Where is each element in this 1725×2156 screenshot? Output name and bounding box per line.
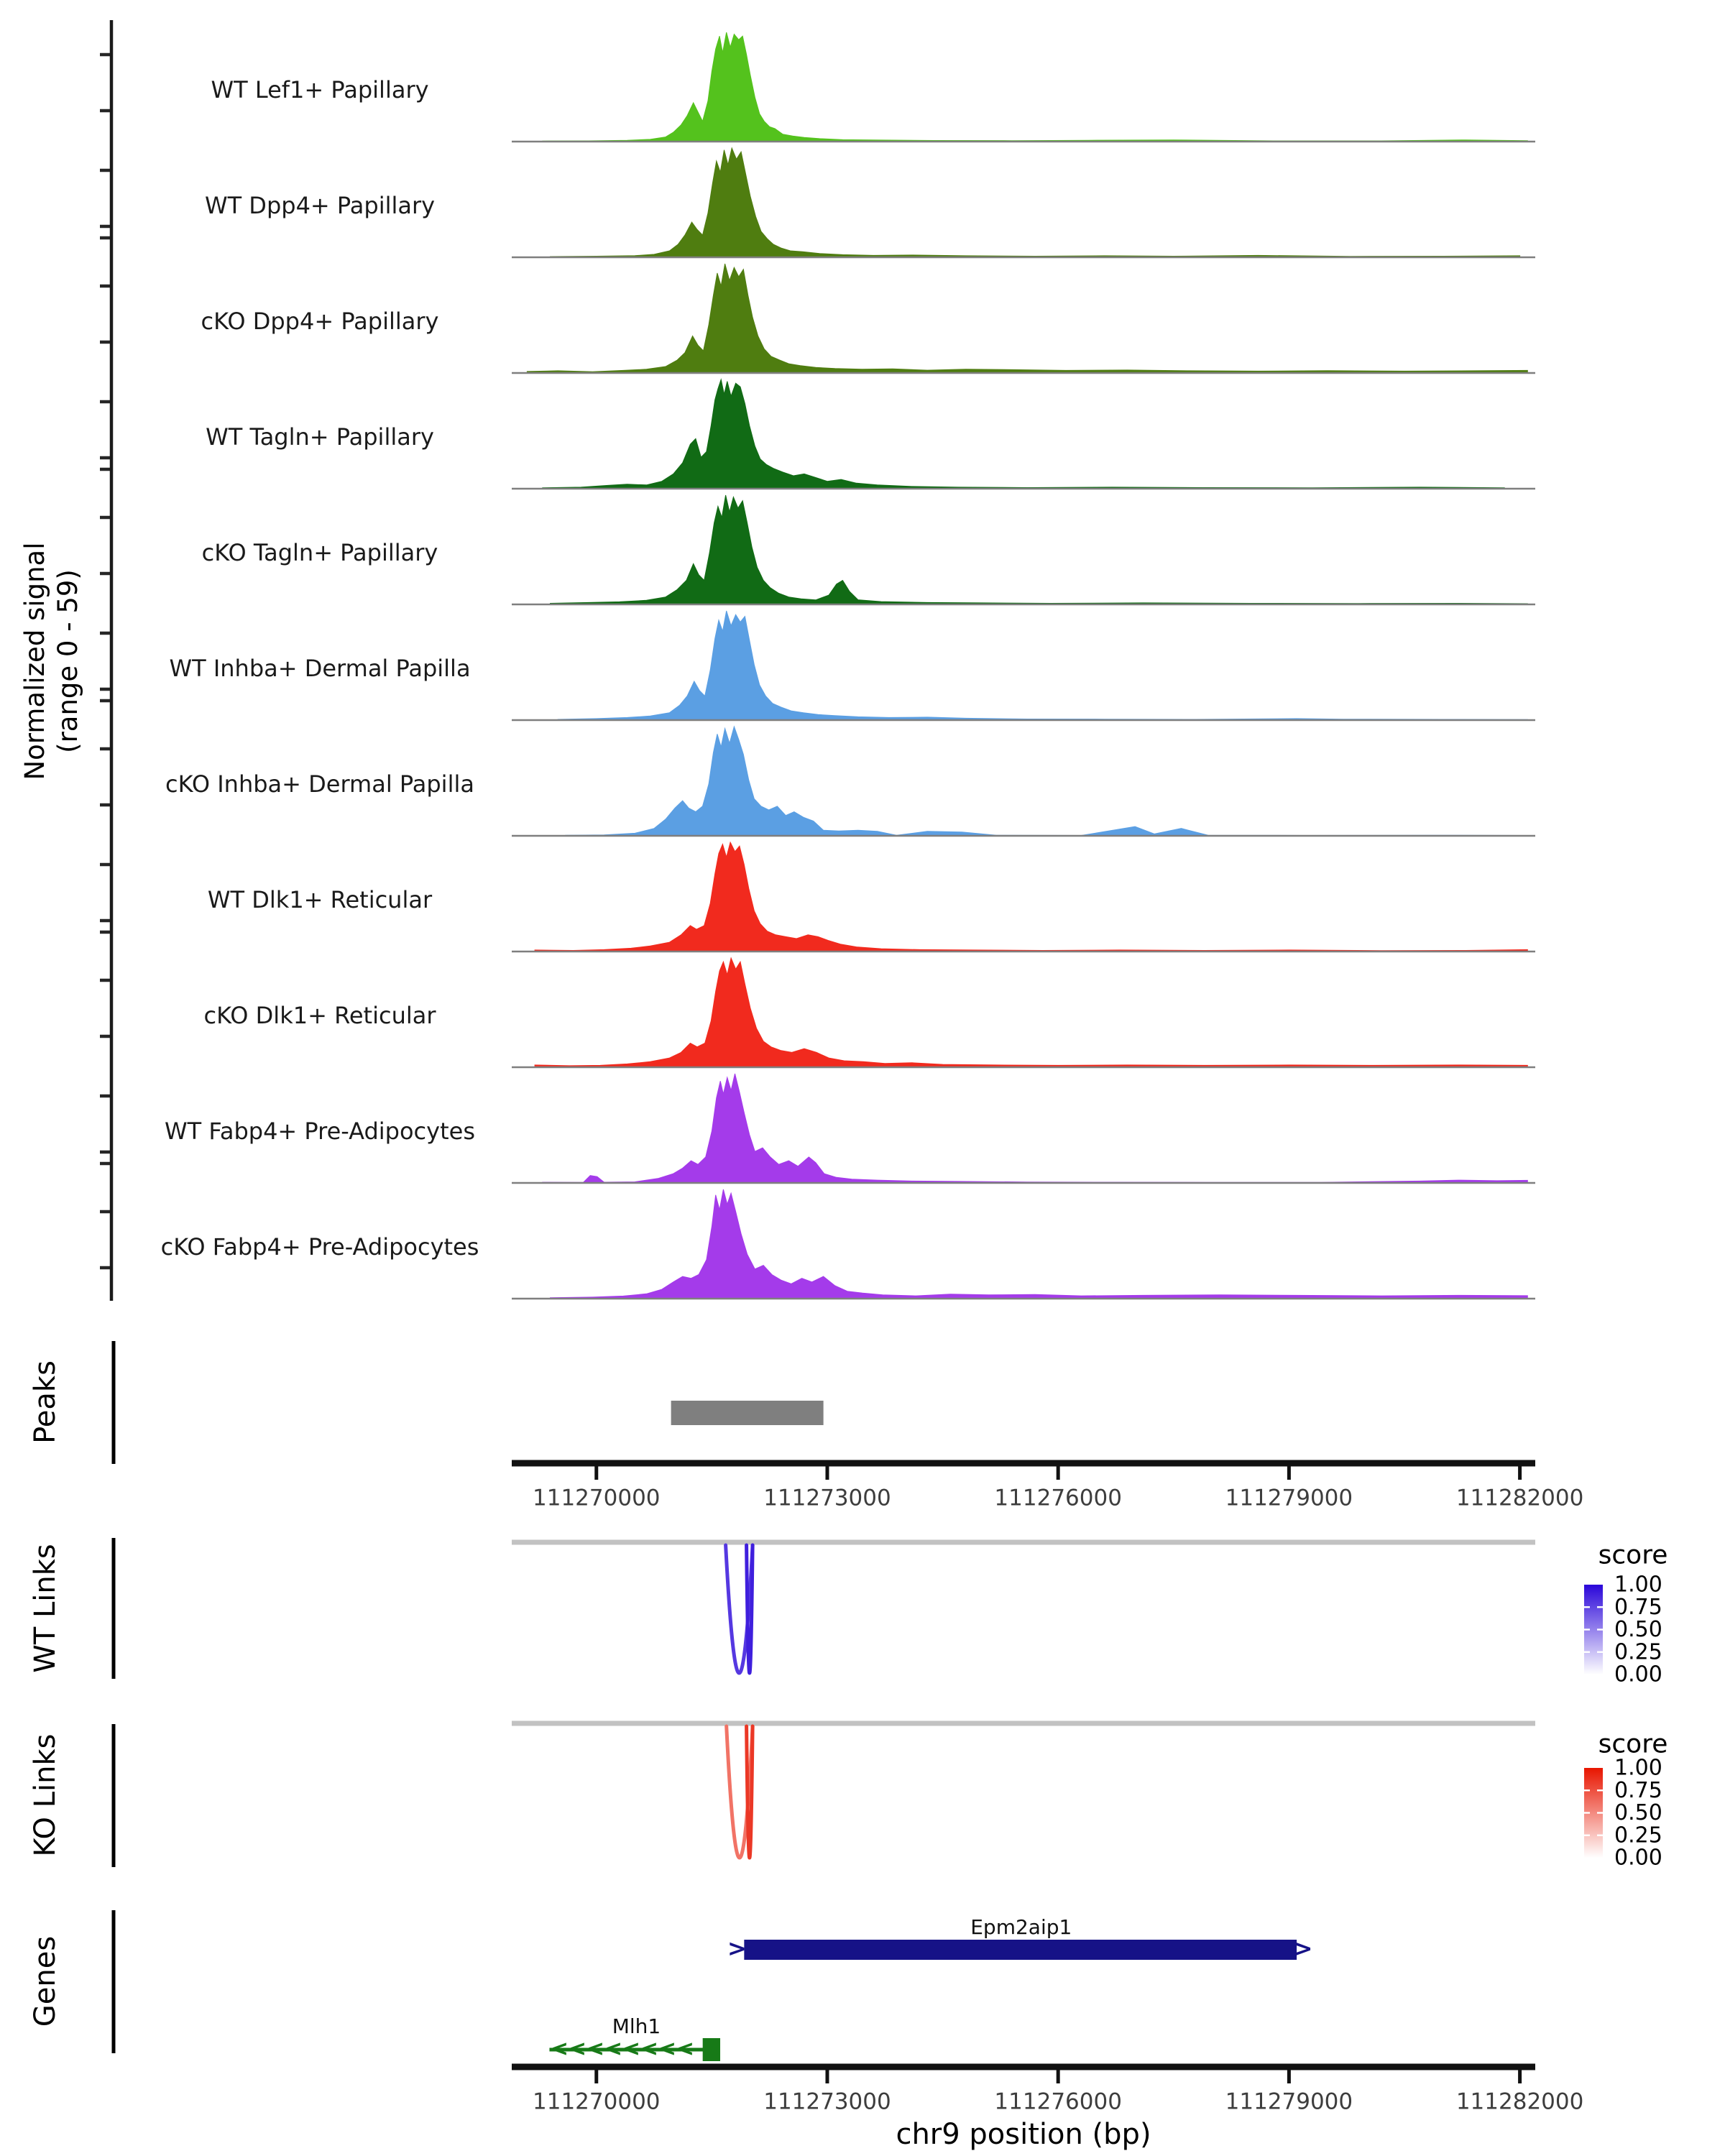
coverage-area-track-5 [558, 611, 1527, 720]
ko-colorbar-notch [1597, 1812, 1603, 1813]
wt-score-tick-label: 0.25 [1614, 1639, 1662, 1665]
coverage-area-track-3 [543, 379, 1504, 489]
coverage-area-track-2 [527, 264, 1527, 373]
coverage-area-track-6 [566, 727, 1520, 836]
coverage-area-track-10 [551, 1189, 1528, 1299]
y-axis-title-line2: (range 0 - 59) [52, 569, 83, 753]
ruler-tick-label: 111273000 [763, 2088, 891, 2115]
ko-colorbar-notch [1584, 1789, 1590, 1791]
track-label: WT Fabp4+ Pre-Adipocytes [165, 1118, 475, 1145]
wt-colorbar-notch [1597, 1628, 1603, 1630]
track-label: WT Dlk1+ Reticular [207, 886, 433, 913]
peak-interval-bar [671, 1401, 824, 1425]
section-label-wt-links: WT Links [29, 1544, 62, 1673]
track-label: cKO Inhba+ Dermal Papilla [165, 770, 474, 798]
track-label: cKO Dpp4+ Papillary [201, 308, 439, 335]
coverage-area-track-8 [535, 958, 1527, 1067]
ruler-tick-label: 111273000 [763, 1485, 891, 1511]
ko-score-tick-label: 0.25 [1614, 1823, 1662, 1848]
wt-score-tick-label: 1.00 [1614, 1572, 1662, 1598]
ruler-tick-label: 111282000 [1455, 2088, 1584, 2115]
gene-strand-chevron: < [568, 2036, 587, 2062]
gene-exon-mlh1 [703, 2038, 720, 2061]
section-label-genes: Genes [29, 1935, 62, 2027]
ruler-tick-label: 111270000 [533, 2088, 661, 2115]
gene-strand-chevron: > [727, 1935, 747, 1962]
ruler-tick-label: 111279000 [1225, 2088, 1353, 2115]
coverage-area-track-7 [535, 842, 1527, 952]
ko-colorbar-notch [1597, 1789, 1603, 1791]
ko-colorbar-notch [1597, 1835, 1603, 1836]
ko-score-tick-label: 0.75 [1614, 1777, 1662, 1803]
track-label: cKO Tagln+ Papillary [201, 539, 438, 566]
gene-strand-chevron: < [640, 2036, 659, 2062]
ko-colorbar-notch [1584, 1835, 1590, 1836]
track-label: cKO Dlk1+ Reticular [203, 1002, 436, 1029]
ko-colorbar-notch [1584, 1812, 1590, 1813]
gene-strand-chevron: < [658, 2036, 677, 2062]
wt-colorbar-notch [1597, 1651, 1603, 1653]
track-label: WT Lef1+ Papillary [211, 76, 429, 103]
coverage-area-track-9 [543, 1074, 1528, 1183]
section-label-peaks: Peaks [29, 1360, 62, 1444]
wt-colorbar-notch [1597, 1606, 1603, 1608]
ko-links-score-legend-title: score [1598, 1729, 1668, 1759]
ruler-tick-label: 111279000 [1225, 1485, 1353, 1511]
track-label: WT Tagln+ Papillary [206, 423, 434, 451]
wt-score-tick-label: 0.50 [1614, 1617, 1662, 1642]
wt-colorbar-notch [1584, 1606, 1590, 1608]
wt-colorbar-notch [1584, 1651, 1590, 1653]
wt-colorbar-notch [1584, 1628, 1590, 1630]
section-label-ko-links: KO Links [29, 1733, 62, 1857]
ruler-tick-label: 111282000 [1455, 1485, 1584, 1511]
wt-score-tick-label: 0.00 [1614, 1662, 1662, 1687]
track-label: WT Dpp4+ Papillary [204, 192, 436, 219]
gene-strand-chevron: < [604, 2036, 623, 2062]
gene-strand-chevron: < [550, 2036, 569, 2062]
ko-score-tick-label: 1.00 [1614, 1755, 1662, 1781]
y-axis-title [19, 542, 85, 780]
gene-label-epm2aip1: Epm2aip1 [970, 1915, 1072, 1939]
coverage-area-track-0 [543, 32, 1528, 142]
gene-label-mlh1: Mlh1 [612, 2014, 661, 2038]
y-axis-title-line1: Normalized signal [19, 542, 50, 780]
coverage-area-track-1 [551, 148, 1520, 257]
gene-strand-chevron: < [676, 2036, 695, 2062]
wt-score-tick-label: 0.75 [1614, 1594, 1662, 1620]
x-axis-title: chr9 position (bp) [896, 2118, 1151, 2151]
ruler-tick-label: 111276000 [994, 1485, 1122, 1511]
ko-score-tick-label: 0.00 [1614, 1845, 1662, 1871]
ruler-tick-label: 111276000 [994, 2088, 1122, 2115]
ko-score-tick-label: 0.50 [1614, 1800, 1662, 1825]
wt-links-score-legend-title: score [1598, 1540, 1668, 1570]
gene-strand-chevron: > [1293, 1935, 1313, 1962]
gene-body-epm2aip1 [744, 1940, 1297, 1960]
gene-strand-chevron: < [586, 2036, 605, 2062]
ruler-tick-label: 111270000 [533, 1485, 661, 1511]
track-label: WT Inhba+ Dermal Papilla [169, 655, 471, 682]
track-label: cKO Fabp4+ Pre-Adipocytes [160, 1233, 479, 1261]
gene-strand-chevron: < [622, 2036, 641, 2062]
coverage-area-track-4 [551, 495, 1528, 604]
